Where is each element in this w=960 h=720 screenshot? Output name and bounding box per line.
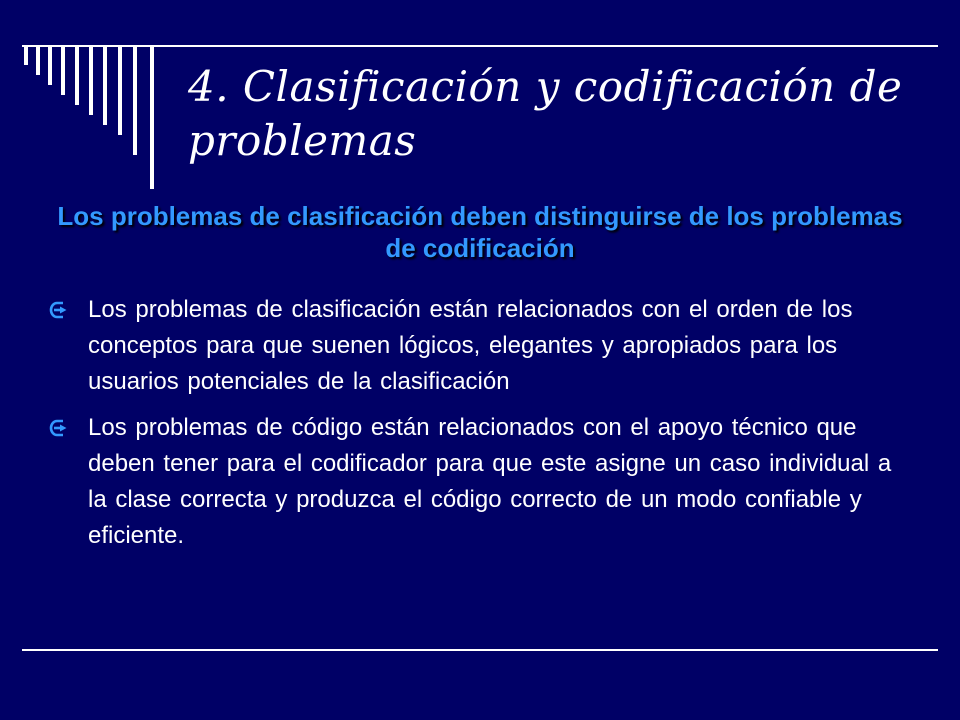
bullet-text: Los problemas de clasificación están relacionados con el orden de los conceptos para que suenen lógicos, elegantes y apropiados para los usuarios potenciales de la clasificación bbox=[88, 296, 853, 395]
slide-title: 4. Clasificación y codificación de problemas bbox=[188, 62, 903, 165]
decorative-bar bbox=[133, 45, 137, 155]
decorative-bar bbox=[61, 45, 65, 95]
decorative-top-line bbox=[22, 45, 938, 47]
decorative-bar bbox=[150, 45, 154, 189]
decorative-bar bbox=[48, 45, 52, 85]
decorative-bar bbox=[118, 45, 122, 135]
decorative-bar bbox=[89, 45, 93, 115]
decorative-bar bbox=[75, 45, 79, 105]
slide-subtitle: Los problemas de clasificación deben distinguirse de los problemas de codificación bbox=[57, 201, 903, 263]
bullet-item bbox=[48, 292, 908, 400]
bullet-item bbox=[48, 410, 908, 554]
curved-arrow-icon bbox=[48, 418, 70, 438]
curved-arrow-icon bbox=[48, 300, 70, 320]
bullet-text: Los problemas de código están relacionados con el apoyo técnico que deben tener para el codificador para que este asigne un caso individual a la clase correcta y produzca el código correcto de un modo confiable y eficiente. bbox=[88, 414, 892, 549]
decorative-bar bbox=[36, 45, 40, 75]
bullet-list bbox=[48, 292, 908, 564]
decorative-bar bbox=[24, 45, 28, 65]
decorative-bar bbox=[103, 45, 107, 125]
decorative-bottom-line bbox=[22, 649, 938, 651]
